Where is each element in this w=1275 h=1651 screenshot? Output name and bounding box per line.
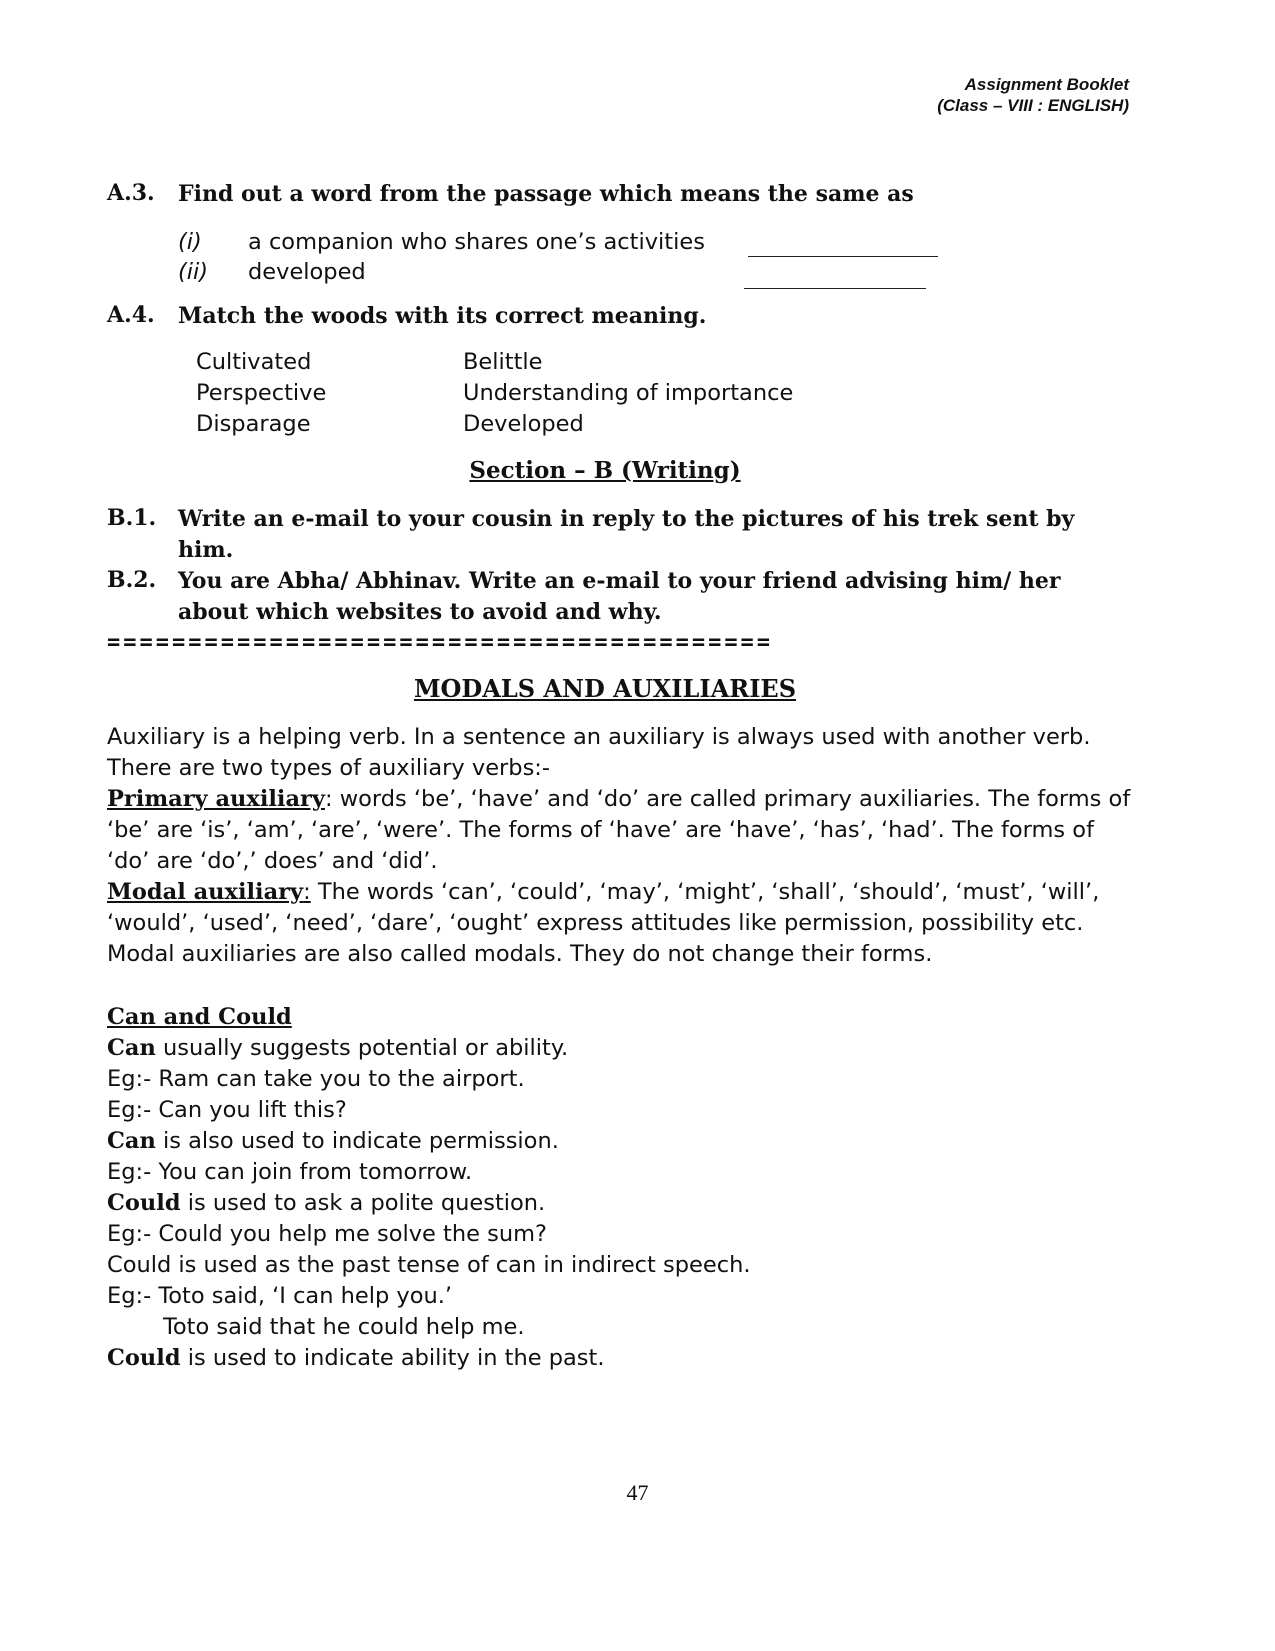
header-title: Assignment Booklet bbox=[964, 75, 1129, 94]
b2-line2: about which websites to avoid and why. bbox=[178, 599, 662, 625]
a4-number: A.4. bbox=[107, 302, 155, 328]
primary-auxiliary-text: : words ‘be’, ‘have’ and ‘do’ are called primary auxiliaries. The forms of bbox=[324, 786, 1131, 812]
modal-auxiliary-colon: : bbox=[303, 879, 311, 905]
b1-number: B.1. bbox=[107, 505, 157, 531]
a4-word: Disparage bbox=[196, 411, 311, 437]
a3-question: Find out a word from the passage which means the same as bbox=[178, 181, 914, 207]
primary-auxiliary-line2: ‘be’ are ‘is’, ‘am’, ‘are’, ‘were’. The forms of ‘have’ are ‘have’, ‘has’, ‘had’. The forms of bbox=[107, 817, 1094, 843]
can-could-line bbox=[107, 1187, 545, 1219]
b1-line1: Write an e-mail to your cousin in reply to the pictures of his trek sent by bbox=[178, 506, 1075, 532]
example-line: Eg:- Could you help me solve the sum? bbox=[107, 1221, 547, 1247]
a3-item1-answer-blank[interactable] bbox=[748, 234, 938, 262]
modal-auxiliary-term: Modal auxiliary bbox=[107, 879, 304, 905]
a3-item2-text: developed bbox=[248, 259, 366, 285]
a4-meaning: Belittle bbox=[463, 349, 543, 375]
keyword: Could bbox=[107, 1190, 181, 1216]
example-line: Eg:- Can you lift this? bbox=[107, 1097, 347, 1123]
modals-intro-line2: There are two types of auxiliary verbs:- bbox=[107, 755, 550, 781]
can-could-line bbox=[107, 1032, 568, 1064]
b1-line2: him. bbox=[178, 537, 234, 563]
a3-item1-text: a companion who shares one’s activities bbox=[248, 229, 705, 255]
a3-item2-label: (ii) bbox=[178, 259, 209, 285]
modal-auxiliary-line1 bbox=[107, 876, 1099, 908]
keyword: Could bbox=[107, 1345, 181, 1371]
can-could-line bbox=[107, 1342, 604, 1374]
line-text: is used to ask a polite question. bbox=[180, 1190, 546, 1216]
a3-number: A.3. bbox=[107, 180, 155, 206]
modals-heading-wrap bbox=[0, 674, 1210, 703]
modals-intro-line1: Auxiliary is a helping verb. In a sentence an auxiliary is always used with another verb. bbox=[107, 724, 1091, 750]
primary-auxiliary-line1 bbox=[107, 783, 1130, 815]
a3-item1-label: (i) bbox=[178, 229, 202, 255]
line-text: usually suggests potential or ability. bbox=[155, 1035, 569, 1061]
keyword: Can bbox=[107, 1035, 156, 1061]
a4-word: Cultivated bbox=[196, 349, 312, 375]
modal-auxiliary-line2: ‘would’, ‘used’, ‘need’, ‘dare’, ‘ought’ express attitudes like permission, possibility etc. bbox=[107, 910, 1084, 936]
page-header bbox=[937, 74, 1129, 116]
modal-auxiliary-text: The words ‘can’, ‘could’, ‘may’, ‘might’, ‘shall’, ‘should’, ‘must’, ‘will’, bbox=[310, 879, 1100, 905]
line-text: is used to indicate ability in the past. bbox=[180, 1345, 605, 1371]
a4-question: Match the woods with its correct meaning. bbox=[178, 303, 707, 329]
primary-auxiliary-term: Primary auxiliary bbox=[107, 786, 325, 812]
page-number: 47 bbox=[626, 1480, 649, 1505]
can-could-line: Could is used as the past tense of can in indirect speech. bbox=[107, 1252, 751, 1278]
modals-heading: MODALS AND AUXILIARIES bbox=[413, 674, 797, 703]
can-could-heading: Can and Could bbox=[107, 1004, 292, 1030]
primary-auxiliary-line3: ‘do’ are ‘do’,’ does’ and ‘did’. bbox=[107, 848, 438, 874]
example-line: Toto said that he could help me. bbox=[163, 1314, 525, 1340]
can-could-heading-wrap bbox=[107, 1001, 292, 1033]
b2-line1: You are Abha/ Abhinav. Write an e-mail to your friend advising him/ her bbox=[178, 568, 1061, 594]
a4-word: Perspective bbox=[196, 380, 327, 406]
example-line: Eg:- You can join from tomorrow. bbox=[107, 1159, 473, 1185]
example-line: Eg:- Toto said, ‘I can help you.’ bbox=[107, 1283, 453, 1309]
line-text: is also used to indicate permission. bbox=[155, 1128, 559, 1154]
keyword: Can bbox=[107, 1128, 156, 1154]
a4-meaning: Developed bbox=[463, 411, 584, 437]
can-could-line bbox=[107, 1125, 559, 1157]
separator-line: ========================================= bbox=[107, 630, 774, 655]
b2-number: B.2. bbox=[107, 567, 157, 593]
modal-auxiliary-line3: Modal auxiliaries are also called modals. They do not change their forms. bbox=[107, 941, 933, 967]
header-class: (Class – VIII : ENGLISH) bbox=[937, 96, 1129, 115]
a3-item2-answer-blank[interactable] bbox=[744, 266, 926, 294]
example-line: Eg:- Ram can take you to the airport. bbox=[107, 1066, 525, 1092]
a4-meaning: Understanding of importance bbox=[463, 380, 794, 406]
section-b-heading-wrap bbox=[0, 455, 1210, 487]
section-b-heading: Section – B (Writing) bbox=[469, 457, 741, 484]
